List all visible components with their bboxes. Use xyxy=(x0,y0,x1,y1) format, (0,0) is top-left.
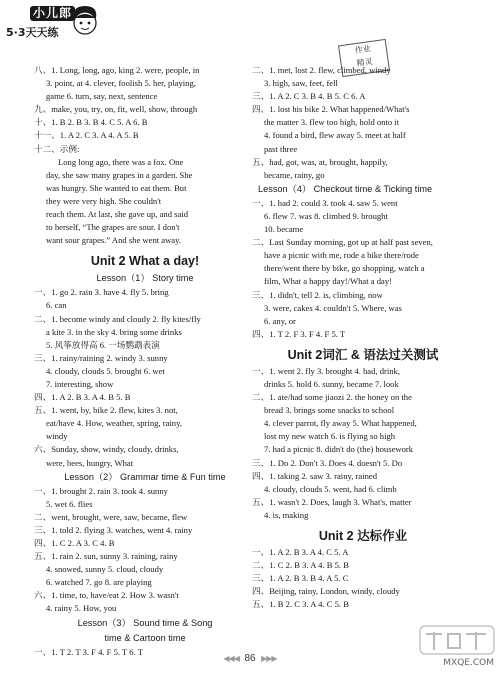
question-number: 四、 xyxy=(252,104,270,115)
answer-line xyxy=(34,326,256,339)
question-number: 五、 xyxy=(252,599,270,610)
answer-line xyxy=(252,328,474,341)
question-number: 四、 xyxy=(252,470,270,481)
answer-text: Beijing, rainy, London, windy, cloudy xyxy=(269,586,400,597)
answer-line xyxy=(252,302,474,315)
answer-line xyxy=(252,103,474,116)
answer-text: became, rainy, go xyxy=(264,169,325,180)
answer-line xyxy=(252,315,474,328)
answer-text: Last Sunday morning, got up at half past seven, xyxy=(269,237,433,248)
answer-line xyxy=(34,443,256,456)
answer-line xyxy=(34,457,256,470)
answer-line xyxy=(252,496,474,509)
answer-line xyxy=(34,589,256,602)
story-line: they were very high. She couldn't xyxy=(46,195,162,206)
answer-line xyxy=(252,546,474,559)
answer-line xyxy=(252,443,474,456)
story-line: reach them. At last, she gave up, and said xyxy=(46,209,188,220)
answer-line: 十一、1. A 2. C 3. A 4. A 5. B xyxy=(34,130,139,141)
question-number: 二、 xyxy=(34,313,52,324)
answer-line xyxy=(252,77,474,90)
answer-text: 5. 风筝放得高 6. 一场鹦鹉表演 xyxy=(46,339,160,350)
answer-text: 4. clever parrot, fly away 5. What happened, xyxy=(264,418,417,429)
question-number: 六、 xyxy=(34,444,52,455)
answer-text: 1. wasn't 2. Does, laugh 3. What's, matter xyxy=(269,496,412,507)
answer-line xyxy=(252,457,474,470)
answer-line xyxy=(34,430,256,443)
answer-line: game 6. turn, say, next, sentence xyxy=(46,91,158,102)
lesson-heading: Lesson（4） Checkout time & Ticking time xyxy=(258,183,433,194)
answer-line xyxy=(34,286,256,299)
answer-text: 6. flew 7. was 8. climbed 9. brought xyxy=(264,210,388,221)
answer-text: 1. A 2. B 3. A 4. B 5. B xyxy=(51,392,131,403)
answer-text: 1. time, to, have/eat 2. How 3. wasn't xyxy=(51,590,179,601)
answer-line xyxy=(252,236,474,249)
answer-text: 1. told 2. flying 3. watches, went 4. rainy xyxy=(51,524,193,535)
answer-text: 4. rainy 5. How, you xyxy=(46,603,117,614)
answer-text: 1. met, lost 2. flew, climbed, windy xyxy=(269,65,391,75)
answer-text: were, bees, hungry, What xyxy=(46,457,134,468)
section-lesson-2 xyxy=(34,485,256,616)
answer-line: 十、1. B 2. B 3. B 4. C 5. A 6. B xyxy=(34,117,148,128)
question-number: 四、 xyxy=(252,328,270,339)
question-number: 二、 xyxy=(252,560,270,571)
brand-bottom-text: 5·3天天练 xyxy=(6,26,59,39)
answer-text: went, brought, were, saw, became, flew xyxy=(51,511,188,522)
answer-text: 4. cloudy, clouds 5. brought 6. wet xyxy=(46,365,165,376)
answer-line xyxy=(34,602,256,615)
answer-text: 4. found a bird, flew away 5. meet at half xyxy=(264,130,406,141)
stamp-line-2: 精灵 xyxy=(356,56,374,69)
question-number: 二、 xyxy=(252,392,270,403)
answer-line xyxy=(252,90,474,103)
answer-line xyxy=(252,116,474,129)
answer-line xyxy=(34,365,256,378)
answer-text: 1. didn't, tell 2. is, climbing, now xyxy=(269,289,383,300)
answer-text: there/went there by bike, go shopping, watch a xyxy=(264,263,425,274)
answer-text: a kite 3. in the sky 4. bring some drinks xyxy=(46,326,182,337)
answer-line xyxy=(34,537,256,550)
mascot-boy-icon xyxy=(68,4,102,40)
answer-text: 1. rainy/raining 2. windy 3. sunny xyxy=(51,352,168,363)
question-number: 五、 xyxy=(252,496,270,507)
story-line: to herself, “The grapes are sour. I don't xyxy=(46,222,180,233)
answer-line xyxy=(252,391,474,404)
answer-line xyxy=(252,509,474,522)
answer-line: 九、make, you, try, on, fit, well, show, through xyxy=(34,104,198,115)
answer-text: 1. A 2. C 3. B 4. B 5. C 6. A xyxy=(269,91,366,102)
question-number: 一、 xyxy=(34,646,52,657)
answer-line xyxy=(34,550,256,563)
answer-line xyxy=(252,572,474,585)
section-lesson-4 xyxy=(252,197,474,341)
answer-line xyxy=(34,485,256,498)
answer-line xyxy=(252,598,474,611)
story-line: want sour grapes.” And she went away. xyxy=(46,235,181,246)
answer-line xyxy=(34,576,256,589)
lesson-heading: Lesson（1） Story time xyxy=(96,273,194,284)
question-number: 三、 xyxy=(252,457,270,468)
question-number: 四、 xyxy=(34,392,52,403)
answer-line xyxy=(34,417,256,430)
question-number: 五、 xyxy=(34,551,52,562)
question-number: 二、 xyxy=(252,237,270,248)
answer-text: 1. T 2. T 3. F 4. F 5. T 6. T xyxy=(51,646,143,657)
answer-text: 1. A 2. B 3. A 4. C 5. A xyxy=(269,547,349,557)
answer-line xyxy=(252,223,474,236)
question-number: 六、 xyxy=(34,590,52,601)
answer-line xyxy=(34,378,256,391)
answer-line xyxy=(252,249,474,262)
question-number: 五、 xyxy=(252,156,270,167)
answer-line xyxy=(34,313,256,326)
answer-text: 6. watched 7. go 8. are playing xyxy=(46,577,152,588)
answer-line xyxy=(252,197,474,210)
answer-line xyxy=(34,404,256,417)
answer-line xyxy=(252,404,474,417)
answer-line xyxy=(252,289,474,302)
unit-heading: Unit 2 What a day! xyxy=(90,254,200,269)
unit-heading: Unit 2词汇 & 语法过关测试 xyxy=(287,347,439,362)
question-number: 一、 xyxy=(34,287,52,298)
answer-text: 1. C 2. B 3. A 4. B 5. B xyxy=(269,560,349,571)
answer-line xyxy=(34,524,256,537)
answer-text: 1. T 2. F 3. F 4. F 5. T xyxy=(269,328,346,339)
answer-text: have a picnic with me, rode a bike there/rode xyxy=(264,250,419,261)
story-line: Long long ago, there was a fox. One xyxy=(58,156,184,167)
answer-line xyxy=(252,169,474,182)
answer-line xyxy=(34,391,256,404)
question-number: 一、 xyxy=(34,485,52,496)
story-line: was hungry. She wanted to eat them. But xyxy=(46,182,187,193)
answer-line xyxy=(34,563,256,576)
answer-text: 1. lost his bike 2. What happened/What's xyxy=(269,104,410,115)
stamp-line-1: 作业 xyxy=(354,44,372,56)
answer-text: the matter 3. flew too high, hold onto it xyxy=(264,117,400,128)
answer-text: lost my new watch 6. is flying so high xyxy=(264,431,396,442)
answer-text: 1. taking 2. saw 3. rainy, rained xyxy=(269,470,377,481)
question-number: 二、 xyxy=(252,65,270,75)
question-number: 一、 xyxy=(252,365,270,376)
answer-line xyxy=(252,378,474,391)
answer-text: 1. C 2. A 3. C 4. B xyxy=(51,538,115,548)
answer-text: 4. snowed, sunny 5. cloud, cloudy xyxy=(46,564,164,575)
answer-line: 3. point, at 4. clever, foolish 5. her, playing, xyxy=(46,78,196,89)
lesson-heading-cont: time & Cartoon time xyxy=(104,632,186,643)
answer-line xyxy=(252,365,474,378)
answer-line xyxy=(34,299,256,312)
answer-text: film, What a happy day!/What a day! xyxy=(264,276,392,287)
answer-line xyxy=(34,339,256,352)
answer-text: 6. any, or xyxy=(264,315,296,326)
question-number: 四、 xyxy=(252,586,270,597)
answer-line xyxy=(252,129,474,142)
answer-text: 1. become windy and cloudy 2. fly kites/fly xyxy=(51,313,201,324)
answer-text: windy xyxy=(46,431,68,442)
answer-text: 1. go 2. rain 3. have 4. fly 5. bring xyxy=(51,287,169,298)
page-number: 86 xyxy=(244,653,256,664)
answer-line xyxy=(252,262,474,275)
answer-text: 4. is, making xyxy=(264,509,309,520)
prev-arrows-icon: ◀◀◀ xyxy=(223,654,239,663)
answer-text: 1. B 2. C 3. A 4. C 5. B xyxy=(269,599,349,610)
unit-heading: Unit 2 达标作业 xyxy=(318,529,408,543)
lesson-heading: Lesson（2） Grammar time & Fun time xyxy=(64,471,226,482)
answer-text: 1. ate/had some jiaozi 2. the honey on the xyxy=(269,392,412,403)
answer-line xyxy=(252,559,474,572)
answer-line xyxy=(252,470,474,483)
header-logo xyxy=(6,2,126,60)
brand-top-text: 小儿郎 xyxy=(30,6,75,21)
answer-line xyxy=(252,417,474,430)
answer-text: 1. A 2. B 3. B 4. A 5. C xyxy=(269,573,349,584)
answer-line: 十二、示例: xyxy=(34,143,80,154)
answer-text: eat/have 4. How, weather, spring, rainy, xyxy=(46,418,182,429)
answer-text: 1. rain 2. sun, sunny 3. raining, rainy xyxy=(51,551,178,562)
answer-text: 7. interesting, show xyxy=(46,378,114,389)
answer-text: drinks 5. hold 6. sunny, became 7. look xyxy=(264,378,399,389)
answer-text: 7. had a picnic 8. didn't do (the) housework xyxy=(264,444,414,455)
answer-text: had, got, was, at, brought, happily, xyxy=(269,156,388,167)
answer-line xyxy=(252,143,474,156)
lesson-heading: Lesson（3） Sound time & Song xyxy=(77,617,213,628)
answer-line xyxy=(252,430,474,443)
next-arrows-icon: ▶▶▶ xyxy=(261,654,277,663)
answer-line xyxy=(34,511,256,524)
answer-line xyxy=(252,210,474,223)
story-line: day, she saw many grapes in a garden. She xyxy=(46,169,193,180)
left-column xyxy=(34,64,256,659)
question-number: 一、 xyxy=(252,197,270,208)
answer-text: 6. can xyxy=(46,300,67,311)
right-column xyxy=(252,64,474,611)
answer-line xyxy=(34,498,256,511)
answer-text: 1. Do 2. Don't 3. Does 4. doesn't 5. Do xyxy=(269,457,403,468)
watermark-text: MXQE.COM xyxy=(443,657,494,668)
answer-text: 1. brought 2. rain 3. took 4. sunny xyxy=(51,485,168,496)
section-vocab-test xyxy=(252,365,474,522)
answer-text: 1. had 2. could 3. took 4. saw 5. went xyxy=(269,197,398,208)
question-number: 三、 xyxy=(252,289,270,300)
answer-text: bread 3. brings some snacks to school xyxy=(264,405,395,416)
answer-line xyxy=(252,64,474,77)
answer-text: 5. wet 6. flies xyxy=(46,498,93,509)
answer-line xyxy=(252,156,474,169)
answer-line xyxy=(252,585,474,598)
question-number: 四、 xyxy=(34,538,52,548)
answer-text: 1. went 2. fly 3. brought 4. had, drink, xyxy=(269,365,401,376)
question-number: 一、 xyxy=(252,547,270,557)
answer-text: 3. were, cakes 4. couldn't 5. Where, was xyxy=(264,302,402,313)
question-number: 三、 xyxy=(252,91,270,102)
answer-text: 3. high, saw, feet, fell xyxy=(264,78,338,89)
question-number: 三、 xyxy=(34,524,52,535)
answer-line: 八、1. Long, long, ago, king 2. were, people, in xyxy=(34,65,200,75)
section-homework xyxy=(252,546,474,611)
answer-line xyxy=(34,352,256,365)
answer-text: 4. cloudy, clouds 5. went, had 6. climb xyxy=(264,483,397,494)
answer-text: Sunday, show, windy, cloudy, drinks, xyxy=(51,444,179,455)
answer-line xyxy=(252,483,474,496)
answer-text: past three xyxy=(264,143,298,154)
answer-line xyxy=(252,275,474,288)
section-lesson-3-cont xyxy=(252,64,474,182)
answer-text: 1. went, by, bike 2. flew, kites 3. not, xyxy=(51,405,178,416)
answer-text: 10. became xyxy=(264,224,304,235)
question-number: 二、 xyxy=(34,511,52,522)
question-number: 三、 xyxy=(34,352,52,363)
question-number: 三、 xyxy=(252,573,270,584)
section-lesson-1 xyxy=(34,286,256,469)
question-number: 五、 xyxy=(34,405,52,416)
